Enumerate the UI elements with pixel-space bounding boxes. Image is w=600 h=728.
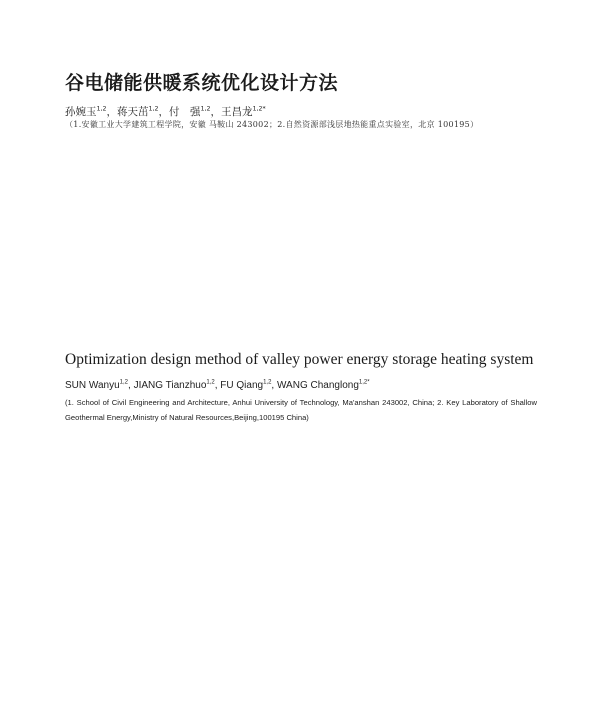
author-name: WANG Changlong: [276, 380, 359, 391]
author-separator: ，: [106, 106, 118, 118]
author-separator: ,: [271, 380, 277, 391]
english-author: [220, 380, 271, 391]
english-author: [65, 380, 128, 391]
author-affiliation-mark: 1,2: [200, 105, 211, 113]
author-name: 王昌龙: [221, 106, 253, 118]
chinese-author: [169, 106, 211, 118]
english-author: [134, 380, 215, 391]
author-separator: ，: [210, 106, 222, 118]
chinese-title: 谷电储能供暖系统优化设计方法: [65, 72, 339, 94]
chinese-author: [221, 106, 266, 118]
author-affiliation-mark: 1,2*: [358, 379, 370, 386]
english-author: [277, 380, 370, 391]
chinese-affiliation: （1.安徽工业大学建筑工程学院，安徽 马鞍山 243002；2.自然资源部浅层地热能重点实验室，北京 100195）: [65, 120, 479, 129]
author-name: 付 强: [169, 106, 201, 118]
english-author-list: [65, 380, 370, 391]
author-name: FU Qiang: [220, 380, 264, 391]
english-affiliation: (1. School of Civil Engineering and Architecture, Anhui University of Technology, Ma'anshan 243002, China; 2. Key Laboratory of Shallow Geothermal Energy,Ministry of Natural Resources,Beijing,100195 China): [65, 398, 537, 422]
author-affiliation-mark: 1,2: [148, 105, 159, 113]
chinese-author-list: [65, 104, 266, 119]
english-title: Optimization design method of valley power energy storage heating system: [65, 351, 534, 368]
author-affiliation-mark: 1,2*: [252, 105, 266, 113]
author-name: 蒋天茁: [117, 106, 149, 118]
author-affiliation-mark: 1,2: [96, 105, 107, 113]
author-separator: ，: [158, 106, 170, 118]
chinese-author: [65, 106, 107, 118]
author-separator: ,: [128, 380, 134, 391]
author-name: 孙婉玉: [65, 106, 97, 118]
author-name: JIANG Tianzhuo: [133, 380, 207, 391]
author-affiliation-mark: 1,2: [119, 379, 128, 386]
chinese-author: [117, 106, 159, 118]
author-affiliation-mark: 1,2: [206, 379, 215, 386]
author-affiliation-mark: 1,2: [263, 379, 272, 386]
author-separator: ,: [214, 380, 221, 391]
author-name: SUN Wanyu: [65, 380, 120, 391]
